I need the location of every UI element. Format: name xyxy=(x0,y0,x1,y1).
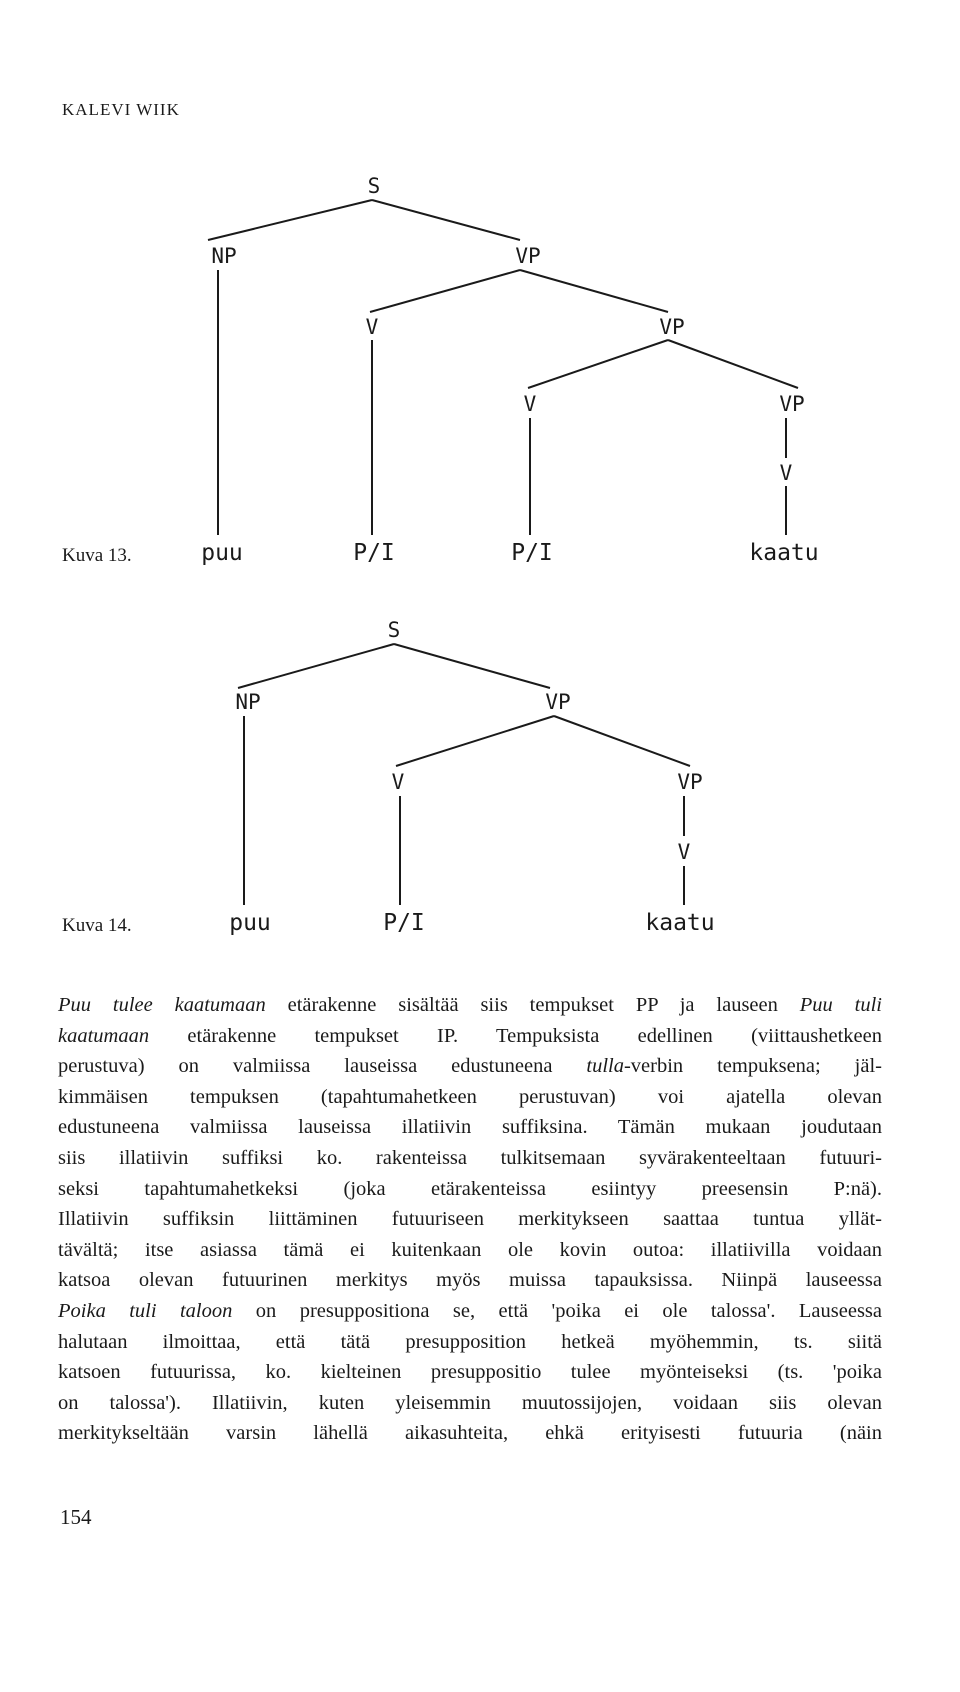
italic-segment: Poika tuli taloon xyxy=(58,1299,233,1322)
figure-14-branches xyxy=(0,620,960,950)
text-line xyxy=(58,990,882,1021)
node-vp: VP xyxy=(779,392,805,416)
text-line xyxy=(58,1204,882,1235)
leaf-kaatu: kaatu xyxy=(645,910,715,936)
italic-segment: kaatumaan xyxy=(58,1024,150,1047)
text-segment: siis illatiivin suffiksi ko. rakenteissa tulkitsemaan syvärakenteeltaan futuuri- xyxy=(58,1146,882,1169)
italic-segment: tulla xyxy=(586,1055,624,1078)
node-np: NP xyxy=(235,690,261,714)
node-s: S xyxy=(367,174,381,198)
text-segment: perustuva) on valmiissa lauseissa edustuneena xyxy=(58,1055,587,1078)
node-v: V xyxy=(779,461,793,485)
node-np: NP xyxy=(211,244,237,268)
text-segment: on talossa'). Illatiivin, kuten yleisemmin muutossijojen, voidaan siis olevan xyxy=(58,1391,882,1414)
text-line xyxy=(58,1296,882,1327)
leaf-kaatu: kaatu xyxy=(749,540,819,566)
leaf-puu: puu xyxy=(229,910,271,936)
figure-13-branches xyxy=(0,160,960,580)
text-segment: katsoen futuurissa, ko. kielteinen presuppositio tulee myönteiseksi (ts. 'poika xyxy=(58,1361,882,1384)
text-segment: katsoa olevan futuurinen merkitys myös muissa tapauksissa. Niinpä lauseessa xyxy=(58,1269,882,1292)
text-segment: -verbin tempuksena; jäl- xyxy=(623,1055,882,1078)
text-line xyxy=(58,1265,882,1296)
text-line xyxy=(58,1143,882,1174)
node-v: V xyxy=(677,840,691,864)
text-line xyxy=(58,1082,882,1113)
leaf-puu: puu xyxy=(201,540,243,566)
node-vp: VP xyxy=(659,315,685,339)
figure-14-caption: Kuva 14. xyxy=(62,915,132,936)
text-line xyxy=(58,1021,882,1052)
leaf-p-i: P/I xyxy=(353,540,395,566)
text-segment: etärakenne tempukset IP. Tempuksista edellinen (viittaushetkeen xyxy=(149,1024,882,1047)
text-segment: merkitykseltään varsin lähellä aikasuhteita, ehkä erityisesti futuuria (näin xyxy=(58,1422,882,1445)
text-line xyxy=(58,1112,882,1143)
node-vp: VP xyxy=(677,770,703,794)
text-line xyxy=(58,1418,882,1449)
node-vp: VP xyxy=(515,244,541,268)
text-segment: edustuneena valmiissa lauseissa illatiivin suffiksina. Tämän mukaan joudutaan xyxy=(58,1116,882,1139)
text-segment: tävältä; itse asiassa tämä ei kuitenkaan ole kovin outoa: illatiivilla voidaan xyxy=(58,1238,882,1261)
text-line xyxy=(58,1357,882,1388)
leaf-p-i: P/I xyxy=(511,540,553,566)
text-segment: seksi tapahtumahetkeksi (joka etärakenteissa esiintyy preesensin P:nä). xyxy=(58,1177,882,1200)
figure-13-tree xyxy=(0,160,960,580)
text-segment: on presuppositiona se, että 'poika ei ole talossa'. Lauseessa xyxy=(232,1299,882,1322)
node-s: S xyxy=(387,618,401,642)
text-segment: halutaan ilmoittaa, että tätä presupposition hetkeä myöhemmin, ts. siitä xyxy=(58,1330,882,1353)
text-line xyxy=(58,1051,882,1082)
text-segment: Illatiivin suffiksin liittäminen futuuriseen merkitykseen saattaa tuntua yllät- xyxy=(58,1208,882,1231)
text-line xyxy=(58,1174,882,1205)
italic-segment: Puu tuli xyxy=(799,994,883,1016)
italic-segment: Puu tulee kaatumaan xyxy=(58,994,266,1016)
text-line xyxy=(58,1327,882,1358)
figure-13-caption: Kuva 13. xyxy=(62,545,132,566)
leaf-p-i: P/I xyxy=(383,910,425,936)
node-v: V xyxy=(365,315,379,339)
running-header: KALEVI WIIK xyxy=(62,100,180,119)
node-v: V xyxy=(391,770,405,794)
text-line xyxy=(58,1388,882,1419)
node-v: V xyxy=(523,392,537,416)
text-segment: kimmäisen tempuksen (tapahtumahetkeen perustuvan) voi ajatella olevan xyxy=(58,1085,882,1108)
text-segment: etärakenne sisältää siis tempukset PP ja lauseen xyxy=(265,994,800,1016)
node-vp: VP xyxy=(545,690,571,714)
text-line xyxy=(58,1235,882,1266)
page-number: 154 xyxy=(60,1505,92,1529)
figure-14-tree xyxy=(0,620,960,950)
body-text xyxy=(58,990,882,1449)
